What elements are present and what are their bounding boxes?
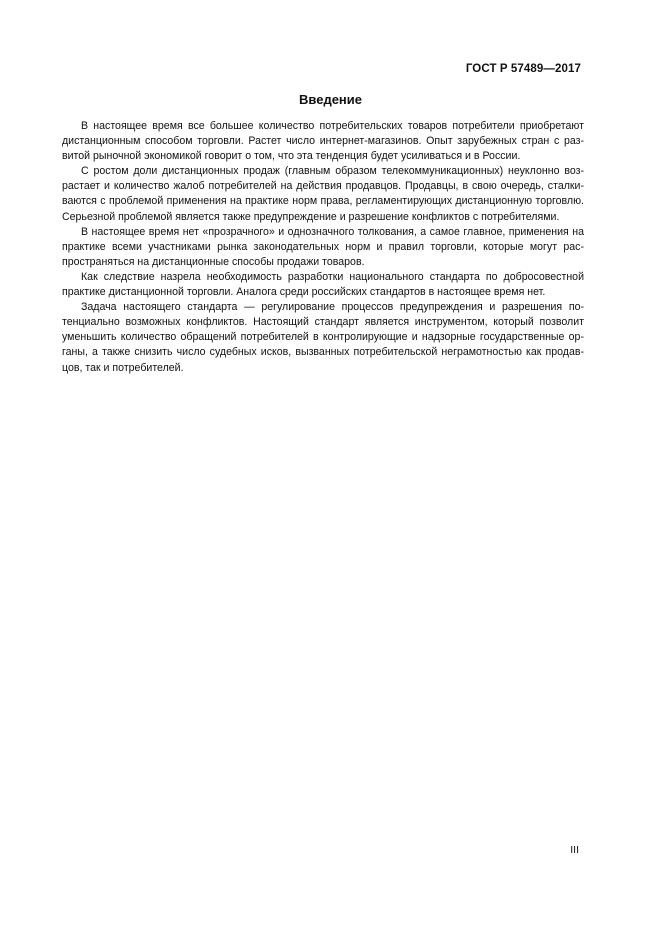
section-title: Введение <box>299 92 362 107</box>
document-code: ГОСТ Р 57489—2017 <box>465 63 581 75</box>
paragraph: С ростом доли дистанционных продаж (главным образом телекоммуникационных) неуклонно возрастает и количество жалоб потребителей на действия продавцов. Продавцы, в свою очередь, сталкиваются с проблемой применения на практике норм права, регламентирующих дистанционную торговлю. Серьезной проблемой является также предупреждение и разрешение конфликтов с потребителями. <box>62 165 584 223</box>
page-number: III <box>570 844 579 856</box>
introduction-body <box>62 119 584 376</box>
paragraph: В настоящее время нет «прозрачного» и однозначного толкования, а самое главное, применения на практике всеми участниками рынка законодательных норм и правил торговли, которые могут распространяться на дистанционные способы продажи товаров. <box>62 225 584 268</box>
paragraph: В настоящее время все большее количество потребительских товаров потребители приобретают дистанционным способом торговли. Растет число интернет-магазинов. Опыт зарубежных стран с развитой рыночной экономикой говорит о том, что эта тенденция будет усиливаться и в России. <box>62 120 584 163</box>
paragraph: Задача настоящего стандарта — регулирование процессов предупреждения и разрешения потенциально возможных конфликтов. Настоящий стандарт является инструментом, который позволит уменьшить количество обращений потребителей в контролирующие и надзорные государственные органы, а также снизить число судебных исков, вызванных потребительской неграмотностью как продавцов, так и потребителей. <box>62 301 584 374</box>
paragraph: Как следствие назрела необходимость разработки национального стандарта по добросовестной практике дистанционной торговли. Аналога среди российских стандартов в настоящее время нет. <box>62 270 584 299</box>
